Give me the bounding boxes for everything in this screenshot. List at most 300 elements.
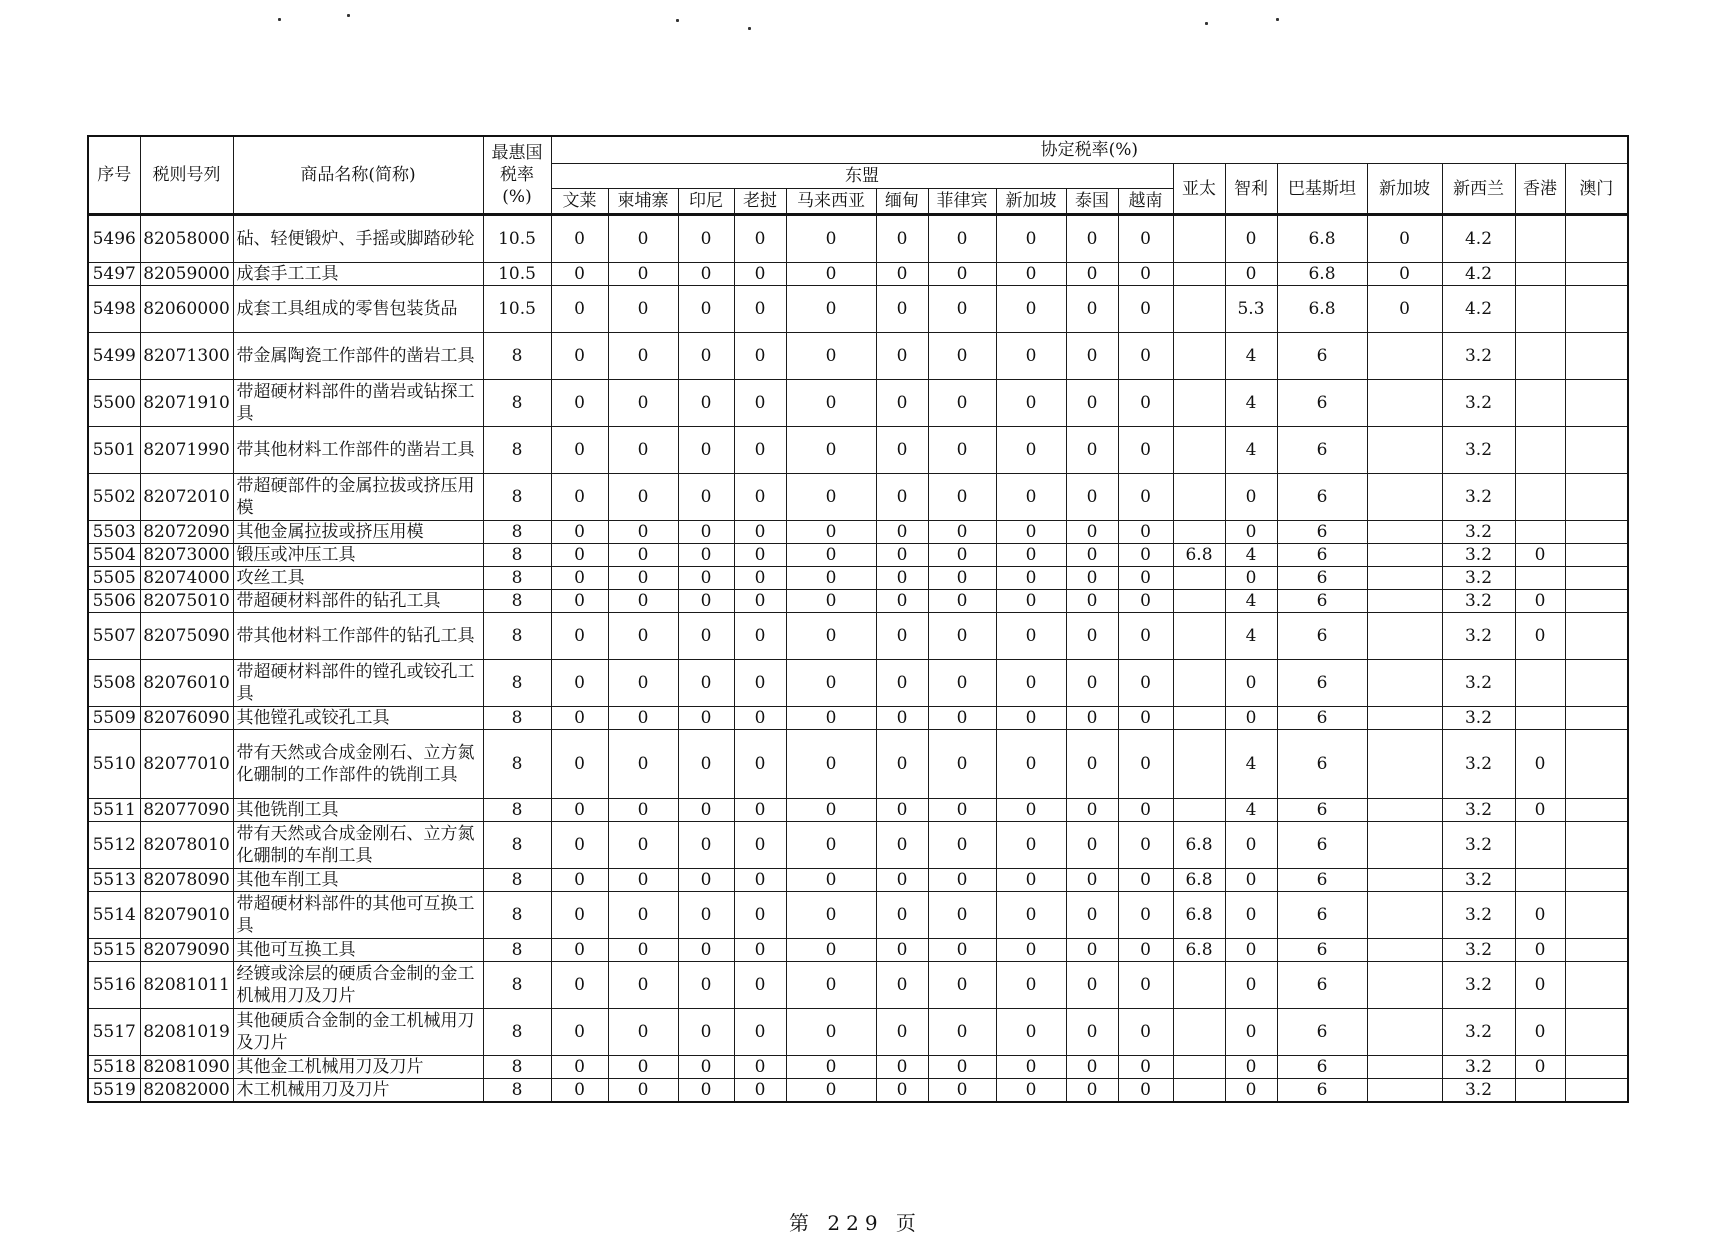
cell-asean-rate: 0: [996, 962, 1066, 1009]
cell-code: 82078090: [140, 869, 233, 892]
cell-asean-rate: 0: [734, 1009, 786, 1056]
cell-seq: 5508: [88, 660, 140, 707]
cell-asean-rate: 0: [734, 660, 786, 707]
cell-seq: 5511: [88, 799, 140, 822]
cell-asean-rate: 0: [608, 939, 678, 962]
cell-chile-rate: 4: [1225, 730, 1277, 799]
cell-apta-rate: [1173, 1009, 1225, 1056]
cell-name: 带超硬材料部件的镗孔或铰孔工具: [233, 660, 483, 707]
cell-hongkong-rate: [1515, 707, 1565, 730]
cell-asean-rate: 0: [608, 590, 678, 613]
cell-asean-rate: 0: [996, 707, 1066, 730]
cell-asean-rate: 0: [608, 544, 678, 567]
cell-asean-rate: 0: [678, 822, 734, 869]
table-row: [88, 730, 1628, 799]
cell-hongkong-rate: [1515, 333, 1565, 380]
header-asean-member: 印尼: [678, 189, 734, 215]
cell-hongkong-rate: 0: [1515, 1009, 1565, 1056]
cell-chile-rate: 0: [1225, 521, 1277, 544]
cell-asean-rate: 0: [551, 939, 608, 962]
table-body: [88, 215, 1628, 1103]
cell-hongkong-rate: 0: [1515, 730, 1565, 799]
cell-asean-rate: 0: [1118, 1056, 1173, 1079]
cell-singapore-rate: [1367, 707, 1442, 730]
cell-asean-rate: 0: [1066, 567, 1118, 590]
header-asean-member: 缅甸: [876, 189, 928, 215]
cell-asean-rate: 0: [928, 822, 996, 869]
cell-macao-rate: [1565, 380, 1628, 427]
cell-macao-rate: [1565, 939, 1628, 962]
cell-asean-rate: 0: [876, 474, 928, 521]
cell-macao-rate: [1565, 521, 1628, 544]
cell-asean-rate: 0: [876, 521, 928, 544]
cell-asean-rate: 0: [1066, 869, 1118, 892]
cell-name: 带超硬材料部件的钻孔工具: [233, 590, 483, 613]
cell-singapore-rate: [1367, 333, 1442, 380]
cell-asean-rate: 0: [786, 380, 876, 427]
cell-singapore-rate: [1367, 869, 1442, 892]
cell-asean-rate: 0: [996, 380, 1066, 427]
cell-asean-rate: 0: [734, 869, 786, 892]
cell-seq: 5506: [88, 590, 140, 613]
cell-asean-rate: 0: [734, 380, 786, 427]
cell-newzealand-rate: 4.2: [1442, 215, 1515, 263]
cell-asean-rate: 0: [678, 521, 734, 544]
cell-asean-rate: 0: [876, 939, 928, 962]
cell-newzealand-rate: 3.2: [1442, 544, 1515, 567]
cell-hongkong-rate: [1515, 1079, 1565, 1103]
cell-chile-rate: 0: [1225, 707, 1277, 730]
cell-seq: 5498: [88, 286, 140, 333]
cell-asean-rate: 0: [1066, 1079, 1118, 1103]
cell-name: 带其他材料工作部件的凿岩工具: [233, 427, 483, 474]
cell-chile-rate: 0: [1225, 1009, 1277, 1056]
cell-code: 82081011: [140, 962, 233, 1009]
cell-chile-rate: 4: [1225, 590, 1277, 613]
cell-seq: 5510: [88, 730, 140, 799]
cell-asean-rate: 0: [608, 962, 678, 1009]
cell-code: 82071910: [140, 380, 233, 427]
cell-code: 82079010: [140, 892, 233, 939]
cell-pakistan-rate: 6: [1277, 521, 1367, 544]
cell-asean-rate: 0: [608, 1079, 678, 1103]
cell-asean-rate: 0: [786, 263, 876, 286]
cell-asean-rate: 0: [1118, 730, 1173, 799]
cell-asean-rate: 0: [786, 660, 876, 707]
table-row: [88, 567, 1628, 590]
cell-asean-rate: 0: [1118, 660, 1173, 707]
cell-asean-rate: 0: [996, 822, 1066, 869]
cell-singapore-rate: [1367, 1009, 1442, 1056]
cell-name: 带超硬部件的金属拉拔或挤压用模: [233, 474, 483, 521]
cell-asean-rate: 0: [1118, 822, 1173, 869]
cell-apta-rate: [1173, 521, 1225, 544]
cell-mfn: 8: [483, 380, 551, 427]
cell-asean-rate: 0: [996, 799, 1066, 822]
cell-asean-rate: 0: [1066, 892, 1118, 939]
cell-mfn: 8: [483, 660, 551, 707]
cell-mfn: 10.5: [483, 263, 551, 286]
cell-macao-rate: [1565, 892, 1628, 939]
cell-asean-rate: 0: [876, 215, 928, 263]
cell-asean-rate: 0: [786, 521, 876, 544]
cell-asean-rate: 0: [678, 1056, 734, 1079]
cell-mfn: 8: [483, 544, 551, 567]
cell-asean-rate: 0: [786, 427, 876, 474]
cell-asean-rate: 0: [1118, 590, 1173, 613]
cell-name: 其他金属拉拔或挤压用模: [233, 521, 483, 544]
cell-asean-rate: 0: [928, 707, 996, 730]
cell-asean-rate: 0: [678, 939, 734, 962]
cell-hongkong-rate: 0: [1515, 544, 1565, 567]
cell-apta-rate: [1173, 1056, 1225, 1079]
cell-asean-rate: 0: [1066, 590, 1118, 613]
cell-mfn: 8: [483, 521, 551, 544]
cell-pakistan-rate: 6: [1277, 892, 1367, 939]
cell-asean-rate: 0: [786, 474, 876, 521]
cell-code: 82076090: [140, 707, 233, 730]
cell-apta-rate: 6.8: [1173, 892, 1225, 939]
cell-asean-rate: 0: [928, 427, 996, 474]
scan-speck: [278, 18, 281, 21]
header-asean-member: 马来西亚: [786, 189, 876, 215]
header-asean-member: 柬埔寨: [608, 189, 678, 215]
header-mfn: 最惠国税率(%): [483, 136, 551, 215]
cell-singapore-rate: [1367, 962, 1442, 1009]
cell-chile-rate: 0: [1225, 263, 1277, 286]
cell-asean-rate: 0: [928, 286, 996, 333]
cell-chile-rate: 0: [1225, 215, 1277, 263]
table-row: [88, 380, 1628, 427]
header-other: 亚太: [1173, 164, 1225, 215]
cell-name: 木工机械用刀及刀片: [233, 1079, 483, 1103]
cell-code: 82073000: [140, 544, 233, 567]
cell-pakistan-rate: 6: [1277, 707, 1367, 730]
cell-name: 带有天然或合成金刚石、立方氮化硼制的车削工具: [233, 822, 483, 869]
table-row: [88, 286, 1628, 333]
cell-asean-rate: 0: [734, 1056, 786, 1079]
cell-mfn: 8: [483, 1079, 551, 1103]
cell-asean-rate: 0: [996, 892, 1066, 939]
cell-asean-rate: 0: [1118, 869, 1173, 892]
cell-asean-rate: 0: [928, 380, 996, 427]
cell-code: 82072010: [140, 474, 233, 521]
cell-asean-rate: 0: [678, 892, 734, 939]
cell-code: 82071990: [140, 427, 233, 474]
cell-asean-rate: 0: [1118, 613, 1173, 660]
cell-singapore-rate: [1367, 939, 1442, 962]
cell-hongkong-rate: [1515, 660, 1565, 707]
cell-macao-rate: [1565, 474, 1628, 521]
table-row: [88, 869, 1628, 892]
cell-apta-rate: [1173, 567, 1225, 590]
cell-seq: 5507: [88, 613, 140, 660]
cell-mfn: 8: [483, 613, 551, 660]
cell-newzealand-rate: 3.2: [1442, 521, 1515, 544]
cell-seq: 5518: [88, 1056, 140, 1079]
cell-asean-rate: 0: [996, 660, 1066, 707]
cell-pakistan-rate: 6.8: [1277, 263, 1367, 286]
scan-speck: [347, 14, 350, 17]
header-name: 商品名称(简称): [233, 136, 483, 215]
cell-asean-rate: 0: [876, 567, 928, 590]
cell-asean-rate: 0: [734, 892, 786, 939]
cell-asean-rate: 0: [786, 869, 876, 892]
cell-code: 82075090: [140, 613, 233, 660]
cell-mfn: 8: [483, 939, 551, 962]
cell-chile-rate: 0: [1225, 1079, 1277, 1103]
header-other: 香港: [1515, 164, 1565, 215]
cell-asean-rate: 0: [1118, 1009, 1173, 1056]
cell-macao-rate: [1565, 660, 1628, 707]
cell-singapore-rate: [1367, 613, 1442, 660]
cell-asean-rate: 0: [551, 869, 608, 892]
cell-mfn: 8: [483, 1009, 551, 1056]
header-seq: 序号: [88, 136, 140, 215]
cell-asean-rate: 0: [1066, 799, 1118, 822]
cell-singapore-rate: [1367, 892, 1442, 939]
cell-chile-rate: 0: [1225, 660, 1277, 707]
table-row: [88, 590, 1628, 613]
cell-asean-rate: 0: [1118, 474, 1173, 521]
cell-asean-rate: 0: [551, 333, 608, 380]
cell-asean-rate: 0: [551, 892, 608, 939]
cell-pakistan-rate: 6: [1277, 333, 1367, 380]
cell-asean-rate: 0: [1066, 730, 1118, 799]
cell-asean-rate: 0: [608, 215, 678, 263]
cell-asean-rate: 0: [876, 822, 928, 869]
cell-name: 带超硬材料部件的其他可互换工具: [233, 892, 483, 939]
cell-asean-rate: 0: [786, 590, 876, 613]
cell-asean-rate: 0: [551, 613, 608, 660]
cell-asean-rate: 0: [551, 215, 608, 263]
cell-asean-rate: 0: [928, 939, 996, 962]
cell-chile-rate: 0: [1225, 1056, 1277, 1079]
cell-apta-rate: [1173, 799, 1225, 822]
cell-asean-rate: 0: [734, 521, 786, 544]
cell-hongkong-rate: [1515, 869, 1565, 892]
header-other: 巴基斯坦: [1277, 164, 1367, 215]
table-row: [88, 660, 1628, 707]
cell-seq: 5509: [88, 707, 140, 730]
table-row: [88, 521, 1628, 544]
cell-asean-rate: 0: [786, 333, 876, 380]
cell-seq: 5505: [88, 567, 140, 590]
cell-asean-rate: 0: [551, 962, 608, 1009]
header-asean-member: 越南: [1118, 189, 1173, 215]
cell-macao-rate: [1565, 1009, 1628, 1056]
cell-asean-rate: 0: [678, 215, 734, 263]
cell-asean-rate: 0: [678, 660, 734, 707]
cell-asean-rate: 0: [678, 707, 734, 730]
cell-asean-rate: 0: [928, 544, 996, 567]
cell-apta-rate: [1173, 427, 1225, 474]
cell-asean-rate: 0: [1118, 380, 1173, 427]
table-row: [88, 962, 1628, 1009]
cell-seq: 5502: [88, 474, 140, 521]
cell-code: 82076010: [140, 660, 233, 707]
cell-asean-rate: 0: [551, 590, 608, 613]
cell-asean-rate: 0: [551, 521, 608, 544]
cell-asean-rate: 0: [608, 1056, 678, 1079]
cell-asean-rate: 0: [876, 869, 928, 892]
cell-asean-rate: 0: [1066, 962, 1118, 1009]
cell-newzealand-rate: 3.2: [1442, 567, 1515, 590]
cell-name: 成套工具组成的零售包装货品: [233, 286, 483, 333]
cell-asean-rate: 0: [928, 1009, 996, 1056]
cell-asean-rate: 0: [1118, 263, 1173, 286]
cell-mfn: 8: [483, 822, 551, 869]
cell-asean-rate: 0: [608, 474, 678, 521]
cell-pakistan-rate: 6: [1277, 1079, 1367, 1103]
cell-asean-rate: 0: [928, 869, 996, 892]
cell-asean-rate: 0: [786, 707, 876, 730]
cell-asean-rate: 0: [678, 613, 734, 660]
cell-asean-rate: 0: [734, 474, 786, 521]
cell-asean-rate: 0: [678, 263, 734, 286]
cell-hongkong-rate: [1515, 263, 1565, 286]
cell-name: 成套手工工具: [233, 263, 483, 286]
cell-chile-rate: 4: [1225, 799, 1277, 822]
cell-asean-rate: 0: [551, 263, 608, 286]
cell-asean-rate: 0: [678, 380, 734, 427]
cell-asean-rate: 0: [678, 962, 734, 1009]
table-row: [88, 544, 1628, 567]
cell-seq: 5496: [88, 215, 140, 263]
cell-newzealand-rate: 3.2: [1442, 707, 1515, 730]
cell-code: 82072090: [140, 521, 233, 544]
table-row: [88, 892, 1628, 939]
cell-asean-rate: 0: [551, 474, 608, 521]
cell-asean-rate: 0: [876, 892, 928, 939]
cell-code: 82074000: [140, 567, 233, 590]
cell-pakistan-rate: 6.8: [1277, 286, 1367, 333]
cell-hongkong-rate: [1515, 215, 1565, 263]
cell-chile-rate: 4: [1225, 380, 1277, 427]
cell-apta-rate: [1173, 333, 1225, 380]
cell-asean-rate: 0: [1118, 544, 1173, 567]
cell-asean-rate: 0: [876, 427, 928, 474]
cell-hongkong-rate: [1515, 567, 1565, 590]
cell-mfn: 8: [483, 707, 551, 730]
cell-asean-rate: 0: [678, 427, 734, 474]
cell-asean-rate: 0: [551, 427, 608, 474]
cell-hongkong-rate: 0: [1515, 1056, 1565, 1079]
cell-asean-rate: 0: [928, 1079, 996, 1103]
cell-asean-rate: 0: [608, 333, 678, 380]
cell-code: 82077010: [140, 730, 233, 799]
cell-asean-rate: 0: [734, 707, 786, 730]
cell-asean-rate: 0: [551, 1009, 608, 1056]
cell-asean-rate: 0: [786, 799, 876, 822]
cell-singapore-rate: [1367, 380, 1442, 427]
cell-chile-rate: 4: [1225, 333, 1277, 380]
cell-macao-rate: [1565, 1056, 1628, 1079]
cell-asean-rate: 0: [996, 869, 1066, 892]
cell-asean-rate: 0: [734, 962, 786, 1009]
cell-apta-rate: [1173, 474, 1225, 521]
cell-newzealand-rate: 4.2: [1442, 286, 1515, 333]
cell-asean-rate: 0: [996, 1009, 1066, 1056]
cell-asean-rate: 0: [678, 333, 734, 380]
cell-mfn: 10.5: [483, 215, 551, 263]
cell-asean-rate: 0: [786, 286, 876, 333]
cell-macao-rate: [1565, 869, 1628, 892]
cell-chile-rate: 4: [1225, 427, 1277, 474]
cell-seq: 5497: [88, 263, 140, 286]
cell-asean-rate: 0: [996, 215, 1066, 263]
cell-chile-rate: 0: [1225, 474, 1277, 521]
cell-macao-rate: [1565, 544, 1628, 567]
cell-asean-rate: 0: [786, 1056, 876, 1079]
cell-chile-rate: 0: [1225, 869, 1277, 892]
cell-asean-rate: 0: [551, 822, 608, 869]
table-row: [88, 707, 1628, 730]
cell-asean-rate: 0: [1118, 215, 1173, 263]
cell-asean-rate: 0: [928, 799, 996, 822]
cell-mfn: 10.5: [483, 286, 551, 333]
cell-pakistan-rate: 6: [1277, 474, 1367, 521]
cell-apta-rate: [1173, 962, 1225, 1009]
cell-hongkong-rate: [1515, 380, 1565, 427]
cell-asean-rate: 0: [608, 799, 678, 822]
cell-chile-rate: 4: [1225, 613, 1277, 660]
cell-asean-rate: 0: [734, 333, 786, 380]
cell-singapore-rate: [1367, 799, 1442, 822]
cell-seq: 5517: [88, 1009, 140, 1056]
cell-asean-rate: 0: [928, 567, 996, 590]
cell-asean-rate: 0: [678, 474, 734, 521]
cell-newzealand-rate: 4.2: [1442, 263, 1515, 286]
cell-seq: 5503: [88, 521, 140, 544]
cell-asean-rate: 0: [876, 590, 928, 613]
cell-pakistan-rate: 6: [1277, 1056, 1367, 1079]
cell-asean-rate: 0: [1066, 380, 1118, 427]
cell-asean-rate: 0: [928, 590, 996, 613]
cell-hongkong-rate: [1515, 822, 1565, 869]
cell-asean-rate: 0: [1118, 939, 1173, 962]
cell-asean-rate: 0: [928, 892, 996, 939]
cell-asean-rate: 0: [996, 263, 1066, 286]
table-row: [88, 1009, 1628, 1056]
cell-asean-rate: 0: [734, 1079, 786, 1103]
cell-name: 砧、轻便锻炉、手摇或脚踏砂轮: [233, 215, 483, 263]
table-row: [88, 939, 1628, 962]
header-asean-member: 菲律宾: [928, 189, 996, 215]
cell-asean-rate: 0: [876, 707, 928, 730]
cell-asean-rate: 0: [1066, 822, 1118, 869]
scan-speck: [1205, 22, 1208, 25]
cell-asean-rate: 0: [996, 1056, 1066, 1079]
cell-asean-rate: 0: [678, 286, 734, 333]
cell-apta-rate: [1173, 380, 1225, 427]
cell-asean-rate: 0: [1118, 707, 1173, 730]
cell-asean-rate: 0: [996, 567, 1066, 590]
cell-asean-rate: 0: [996, 427, 1066, 474]
cell-hongkong-rate: [1515, 286, 1565, 333]
cell-asean-rate: 0: [734, 215, 786, 263]
cell-code: 82058000: [140, 215, 233, 263]
table-row: [88, 474, 1628, 521]
cell-asean-rate: 0: [928, 962, 996, 1009]
cell-chile-rate: 0: [1225, 822, 1277, 869]
cell-asean-rate: 0: [1118, 333, 1173, 380]
cell-code: 82081090: [140, 1056, 233, 1079]
cell-pakistan-rate: 6: [1277, 822, 1367, 869]
cell-seq: 5500: [88, 380, 140, 427]
cell-asean-rate: 0: [608, 822, 678, 869]
cell-pakistan-rate: 6: [1277, 427, 1367, 474]
